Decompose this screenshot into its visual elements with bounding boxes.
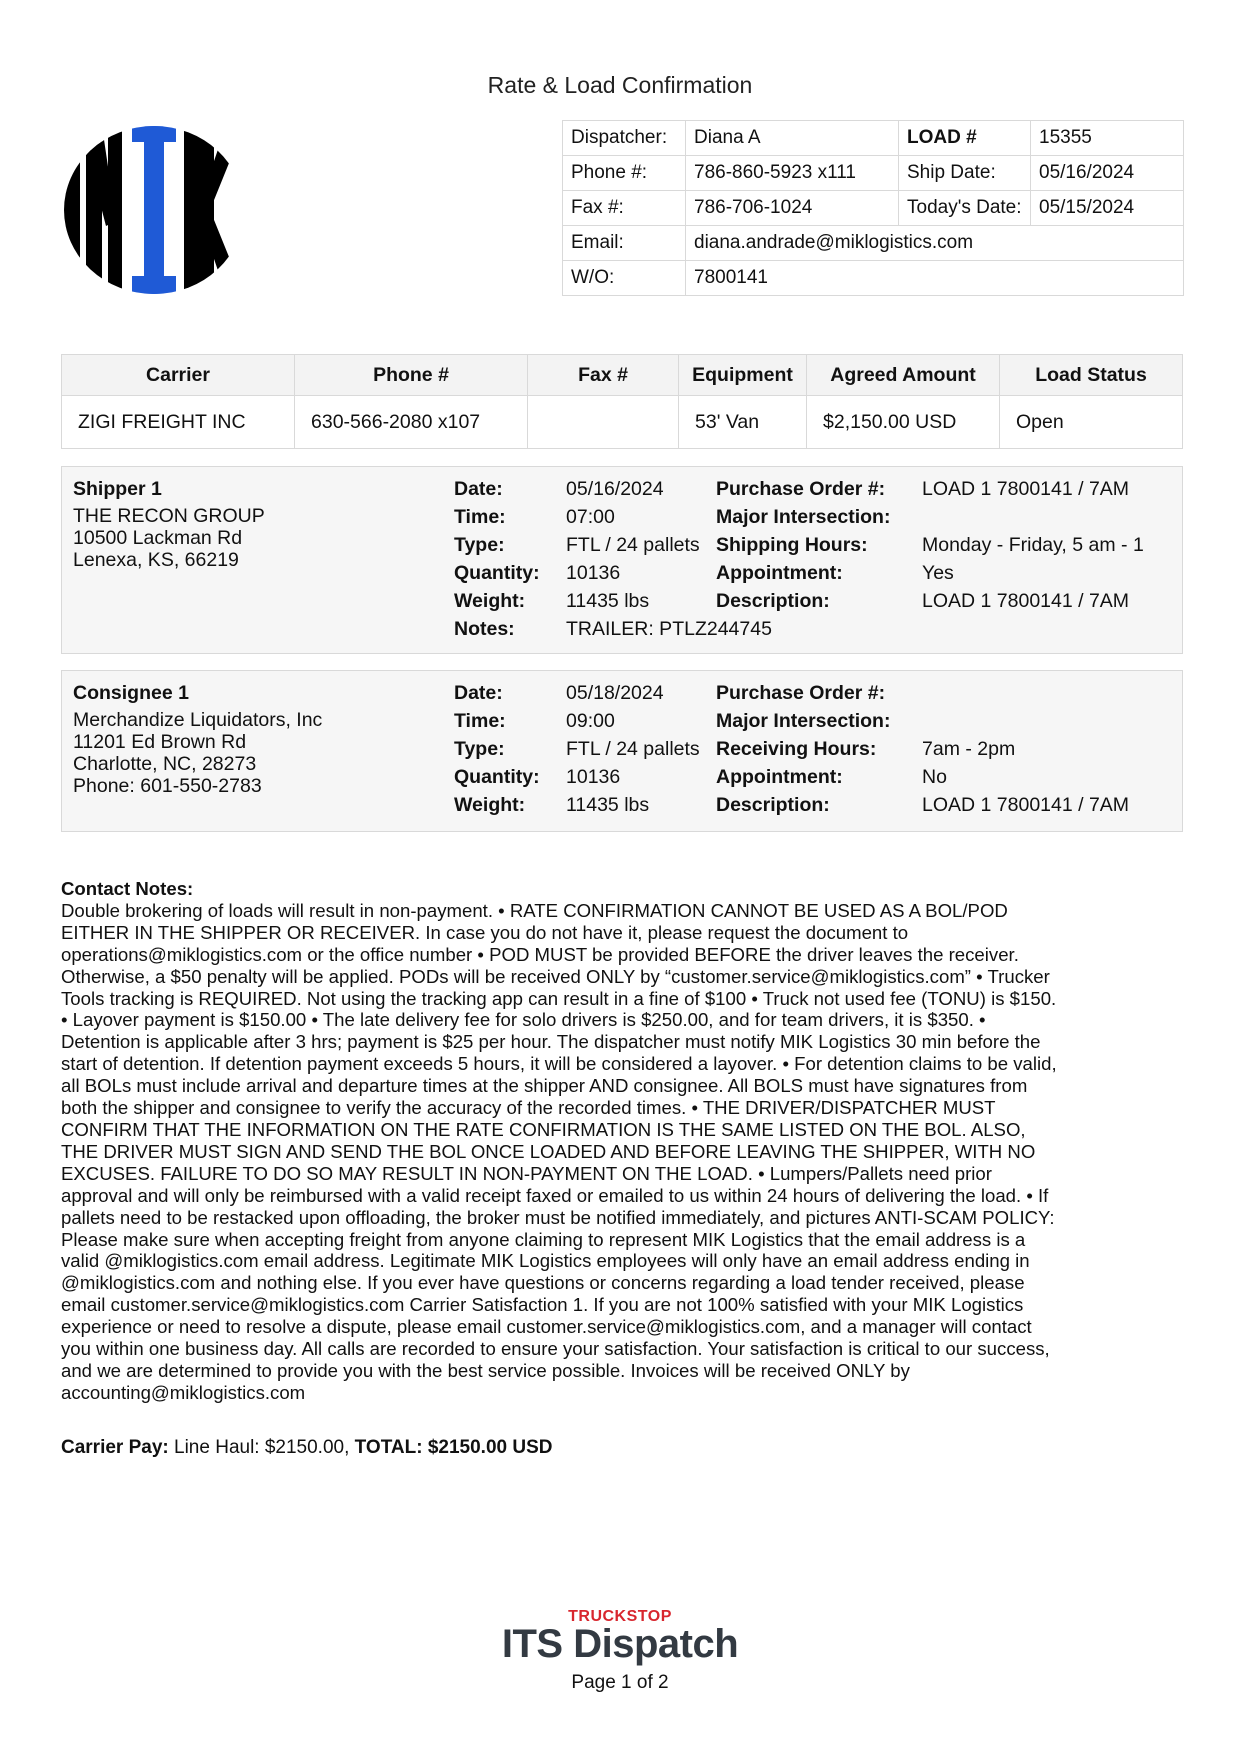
- contact-notes-line: THE DRIVER MUST SIGN AND SEND THE BOL ONCE LOADED AND BEFORE LEAVING THE SHIPPER, WITH NO: [61, 1140, 1036, 1162]
- shipper-appointment-value: Yes: [922, 562, 954, 584]
- shipper-quantity-label: Quantity:: [454, 562, 540, 584]
- contact-notes-line: @miklogistics.com and nothing else. If you ever have questions or concerns regarding a load tender received, please: [61, 1272, 1025, 1294]
- consignee-appointment-value: No: [922, 766, 947, 788]
- consignee-quantity-label: Quantity:: [454, 766, 540, 788]
- consignee-type-value: FTL / 24 pallets: [566, 738, 700, 760]
- phone-value: 786-860-5923 x111: [686, 156, 899, 191]
- consignee-address-line: 11201 Ed Brown Rd: [73, 731, 247, 753]
- equipment-header: Equipment: [679, 355, 807, 396]
- contact-notes-line: start of detention. If detention payment exceeds 5 hours, it will be considered a layover. • For detention claims to be valid,: [61, 1053, 1057, 1075]
- shipper-time-value: 07:00: [566, 506, 615, 528]
- consignee-section: [61, 670, 1183, 832]
- todays-date-label: Today's Date:: [899, 191, 1031, 226]
- wo-label: W/O:: [563, 261, 686, 296]
- shipper-notes-value: TRAILER: PTLZ244745: [566, 618, 772, 640]
- table-row: [62, 396, 1183, 449]
- equipment-value: 53' Van: [679, 396, 807, 449]
- email-value[interactable]: diana.andrade@miklogistics.com: [686, 226, 1184, 261]
- shipper-address: [73, 505, 265, 571]
- contact-notes-line: Tools tracking is REQUIRED. Not using the tracking app can result in a fine of $100 • Truck not used fee (TONU) is $150.: [61, 987, 1057, 1009]
- ship-date-label: Ship Date:: [899, 156, 1031, 191]
- ship-date-value: 05/16/2024: [1031, 156, 1184, 191]
- shipper-type-value: FTL / 24 pallets: [566, 534, 700, 556]
- its-dispatch-logo-text: ITS Dispatch: [501, 1622, 739, 1666]
- consignee-address-line: Charlotte, NC, 28273: [73, 753, 257, 775]
- todays-date-value: 05/15/2024: [1031, 191, 1184, 226]
- agreed-amount-header: Agreed Amount: [807, 355, 1000, 396]
- contact-notes-heading: Contact Notes:: [61, 878, 194, 899]
- consignee-type-label: Type:: [454, 738, 505, 760]
- receiving-hours-value: 7am - 2pm: [922, 738, 1016, 760]
- carrier-phone: 630-566-2080 x107: [295, 396, 528, 449]
- shipper-time-label: Time:: [454, 506, 506, 528]
- consignee-address-line: Merchandize Liquidators, Inc: [73, 709, 323, 731]
- carrier-name: ZIGI FREIGHT INC: [62, 396, 295, 449]
- carrier-fax: [528, 396, 679, 449]
- contact-notes-line: operations@miklogistics.com or the office number • POD MUST be provided BEFORE the driver leaves the receiver.: [61, 943, 1019, 965]
- contact-notes-line: EXCUSES. FAILURE TO DO SO MAY RESULT IN NON-PAYMENT ON THE LOAD. • Lumpers/Pallets need prior: [61, 1162, 992, 1184]
- shipper-address-line: 10500 Lackman Rd: [73, 527, 243, 549]
- contact-notes-line: Please make sure when accepting freight from anyone claiming to represent MIK Logistics that the email address is a: [61, 1228, 1026, 1250]
- consignee-weight-label: Weight:: [454, 794, 526, 816]
- contact-notes-line: approval and will only be reimbursed with a valid receipt faxed or emailed to us within 24 hours of delivering the load. • If: [61, 1184, 1049, 1206]
- fax-label: Fax #:: [563, 191, 686, 226]
- consignee-time-label: Time:: [454, 710, 506, 732]
- consignee-date-label: Date:: [454, 682, 503, 704]
- consignee-weight-value: 11435 lbs: [566, 794, 650, 816]
- shipper-address-line: Lenexa, KS, 66219: [73, 549, 239, 571]
- consignee-date-value: 05/18/2024: [566, 682, 664, 704]
- dispatcher-value: Diana A: [686, 121, 899, 156]
- contact-notes-line: experience or need to resolve a dispute, please email customer.service@miklogistics.com, and a manager will contact: [61, 1316, 1032, 1338]
- load-number-label: LOAD #: [899, 121, 1031, 156]
- fax-value: 786-706-1024: [686, 191, 899, 226]
- carrier-pay-label: Carrier Pay:: [61, 1437, 169, 1458]
- email-label: Email:: [563, 226, 686, 261]
- contact-notes-line: accounting@miklogistics.com: [61, 1381, 306, 1403]
- carrier-phone-header: Phone #: [295, 355, 528, 396]
- shipping-hours-label: Shipping Hours:: [716, 534, 868, 556]
- shipper-intersection-label: Major Intersection:: [716, 506, 891, 528]
- phone-label: Phone #:: [563, 156, 686, 191]
- shipper-po-value: LOAD 1 7800141 / 7AM: [922, 478, 1130, 500]
- contact-notes-line: • Layover payment is $150.00 • The late delivery fee for solo drivers is $250.00, and for team drivers, it is $350. •: [61, 1009, 986, 1031]
- carrier-fax-header: Fax #: [528, 355, 679, 396]
- document-title: Rate & Load Confirmation: [487, 72, 753, 98]
- truckstop-logo-text: TRUCKSTOP: [568, 1608, 672, 1625]
- page-number: Page 1 of 2: [571, 1672, 669, 1693]
- shipper-quantity-value: 10136: [566, 562, 621, 584]
- carrier-pay: [61, 1437, 552, 1459]
- contact-notes-line: valid @miklogistics.com email address. Legitimate MIK Logistics employees will only have an email address ending in: [61, 1250, 1030, 1272]
- carrier-table: [61, 354, 1183, 449]
- line-haul: Line Haul: $2150.00,: [174, 1437, 350, 1458]
- contact-notes-line: Double brokering of loads will result in non-payment. • RATE CONFIRMATION CANNOT BE USED AS A BOL/POD: [61, 899, 1008, 921]
- consignee-address-line: Phone: 601-550-2783: [73, 775, 262, 797]
- contact-notes-line: pallets need to be restacked upon offloading, the broker must be notified immediately, and pictures ANTI-SCAM POLICY:: [61, 1206, 1055, 1228]
- shipper-description-label: Description:: [716, 590, 830, 612]
- shipper-date-label: Date:: [454, 478, 503, 500]
- consignee-intersection-label: Major Intersection:: [716, 710, 891, 732]
- contact-notes-line: email customer.service@miklogistics.com Carrier Satisfaction 1. If you are not 100% satisfied with your MIK Logistics: [61, 1294, 1024, 1316]
- consignee-appointment-label: Appointment:: [716, 766, 843, 788]
- shipper-date-value: 05/16/2024: [566, 478, 664, 500]
- receiving-hours-label: Receiving Hours:: [716, 738, 877, 760]
- load-status-header: Load Status: [1000, 355, 1183, 396]
- consignee-description-value: LOAD 1 7800141 / 7AM: [922, 794, 1130, 816]
- shipper-po-label: Purchase Order #:: [716, 478, 886, 500]
- mik-logo: [64, 126, 244, 294]
- load-number-value: 15355: [1031, 121, 1184, 156]
- contact-notes-line: and we are determined to provide you with the best service possible. Invoices will be received ONLY by: [61, 1359, 910, 1381]
- load-status-value: Open: [1000, 396, 1183, 449]
- shipper-type-label: Type:: [454, 534, 505, 556]
- pay-total: TOTAL: $2150.00 USD: [354, 1437, 553, 1458]
- shipper-description-value: LOAD 1 7800141 / 7AM: [922, 590, 1130, 612]
- consignee-quantity-value: 10136: [566, 766, 621, 788]
- shipper-notes-label: Notes:: [454, 618, 515, 640]
- shipping-hours-value: Monday - Friday, 5 am - 1: [922, 534, 1144, 556]
- contact-notes: [61, 878, 1181, 1404]
- shipper-weight-label: Weight:: [454, 590, 526, 612]
- consignee-description-label: Description:: [716, 794, 830, 816]
- consignee-po-label: Purchase Order #:: [716, 682, 886, 704]
- contact-notes-line: CONFIRM THAT THE INFORMATION ON THE RATE CONFIRMATION IS THE SAME LISTED ON THE BOL. ALSO,: [61, 1118, 1026, 1140]
- contact-notes-line: Otherwise, a $50 penalty will be applied. PODs will be received ONLY by “customer.service@miklogistics.com” • Trucker: [61, 965, 1050, 987]
- shipper-appointment-label: Appointment:: [716, 562, 843, 584]
- dispatcher-label: Dispatcher:: [563, 121, 686, 156]
- contact-notes-line: you within one business day. All calls are recorded to ensure your satisfaction. Your satisfaction is critical to our success,: [61, 1338, 1050, 1360]
- consignee-address: [73, 709, 322, 797]
- shipper-heading: Shipper 1: [73, 478, 162, 500]
- contact-notes-line: all BOLs must include arrival and departure times at the shipper AND consignee. All BOLS must have signatures from: [61, 1075, 1028, 1097]
- shipper-address-line: THE RECON GROUP: [73, 505, 265, 527]
- contact-notes-line: Detention is applicable after 3 hrs; payment is $25 per hour. The dispatcher must notify MIK Logistics 30 min before the: [61, 1031, 1041, 1053]
- consignee-heading: Consignee 1: [73, 682, 189, 704]
- contact-notes-line: both the shipper and consignee to verify the accuracy of the recorded times. • THE DRIVER/DISPATCHER MUST: [61, 1097, 996, 1119]
- agreed-amount-value: $2,150.00 USD: [807, 396, 1000, 449]
- carrier-header: Carrier: [62, 355, 295, 396]
- shipper-section: [61, 466, 1183, 654]
- wo-value: 7800141: [686, 261, 1184, 296]
- contact-notes-line: EITHER IN THE SHIPPER OR RECEIVER. In case you do not have it, please request the document to: [61, 921, 909, 943]
- shipper-weight-value: 11435 lbs: [566, 590, 650, 612]
- dispatch-info-table: [562, 120, 1184, 296]
- contact-notes-body: [61, 900, 1181, 1404]
- consignee-time-value: 09:00: [566, 710, 615, 732]
